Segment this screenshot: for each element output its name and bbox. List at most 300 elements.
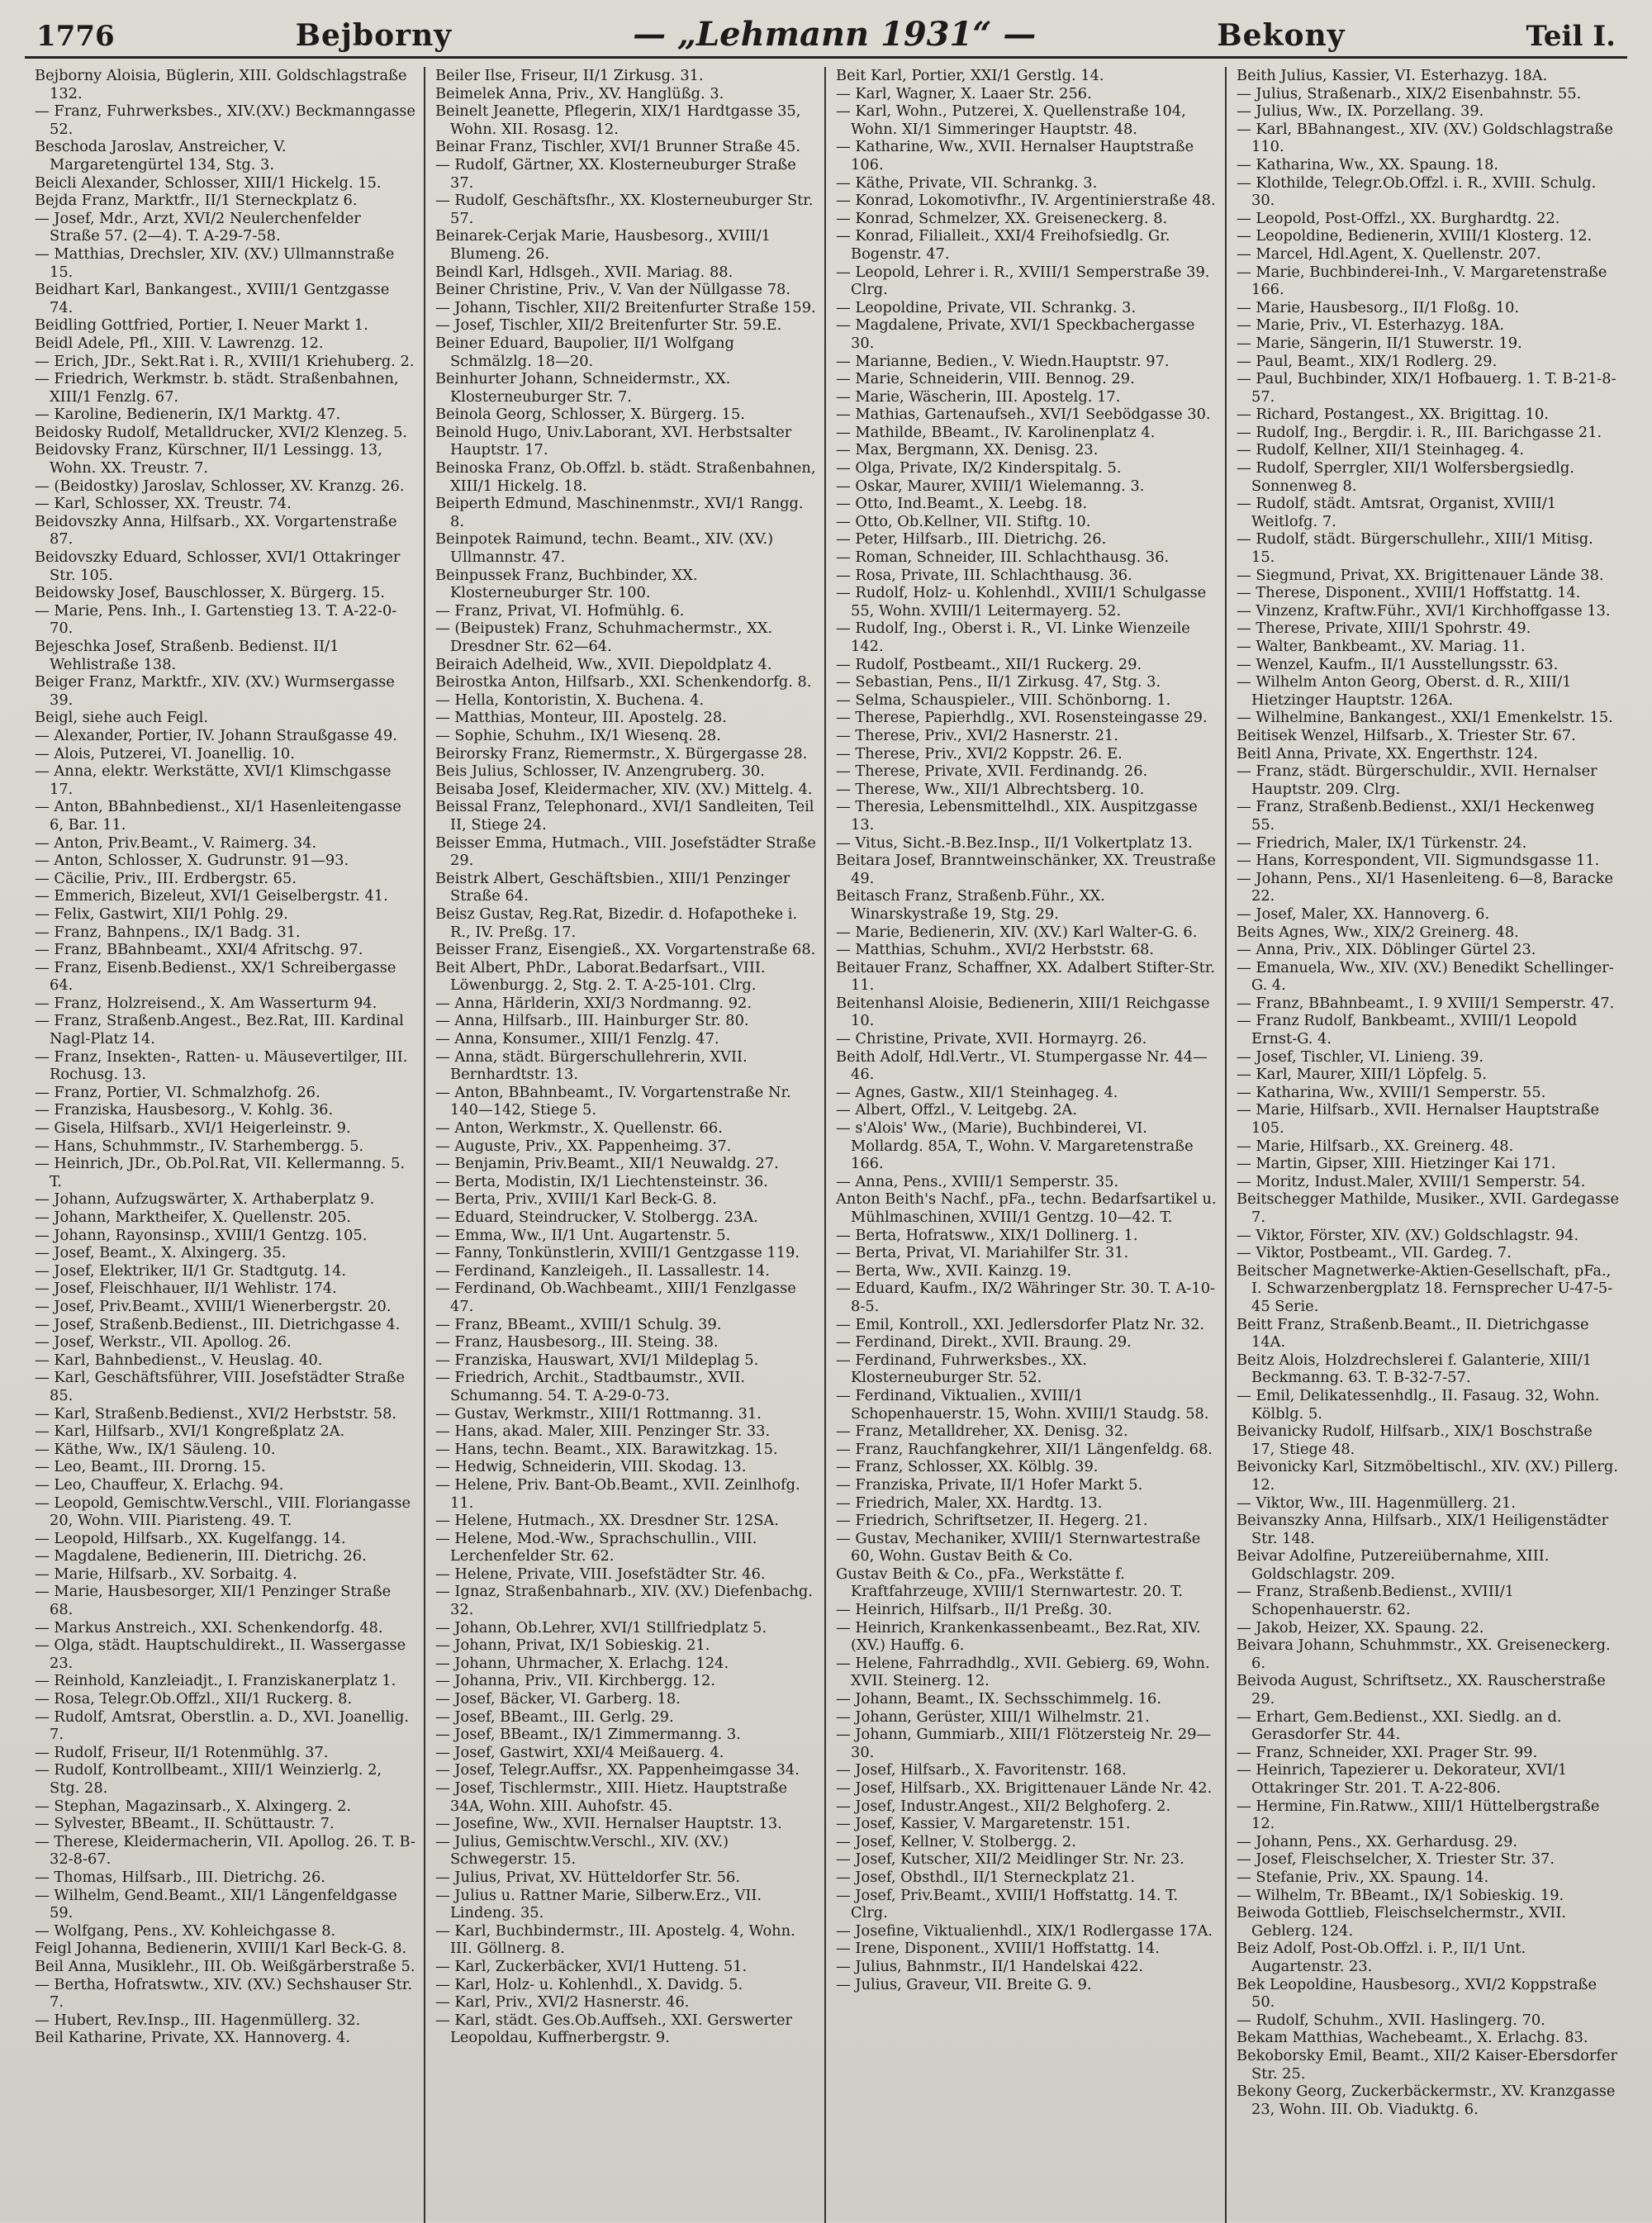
- directory-entry: — Marie, Schneiderin, VIII. Bennog. 29.: [836, 370, 1135, 388]
- directory-entry: Beidovszky Anna, Hilfsarb., XX. Vorgartenstraße 87.: [35, 512, 397, 549]
- directory-entry: — Johann, Pens., XI/1 Hasenleiteng. 6—8, Baracke 22.: [1237, 869, 1614, 905]
- directory-entry: — Leopold, Hilfsarb., XX. Kugelfangg. 14.: [35, 1529, 346, 1547]
- directory-entry: — Karl, Straßenb.Bedienst., XVI/2 Herbststr. 58.: [35, 1404, 397, 1423]
- directory-entry: — Heinrich, Tapezierer u. Dekorateur, XVI/1 Ottakringer Str. 201. T. A-22-806.: [1237, 1761, 1568, 1797]
- directory-entry: — Anna, Priv., XIX. Döblinger Gürtel 23.: [1237, 941, 1536, 959]
- column-3: [826, 67, 1227, 2223]
- directory-entry: — Rudolf, Postbeamt., XII/1 Ruckerg. 29.: [836, 655, 1142, 673]
- directory-title: — „Lehmann 1931“ —: [633, 15, 1037, 54]
- directory-entry: — Matthias, Drechsler, XIV. (XV.) Ullmannstraße 15.: [35, 245, 395, 281]
- directory-entry: — Benjamin, Priv.Beamt., XII/1 Neuwaldg. 27.: [435, 1155, 779, 1173]
- directory-entry: — Anton, Priv.Beamt., V. Raimerg. 34.: [35, 834, 317, 852]
- directory-entry: Beigl, siehe auch Feigl.: [35, 709, 209, 727]
- directory-entry: — Anton, Schlosser, X. Gudrunstr. 91—93.: [35, 852, 349, 870]
- directory-entry: — Ferdinand, Ob.Wachbeamt., XIII/1 Fenzlgasse 47.: [435, 1280, 796, 1315]
- directory-entry: Gustav Beith & Co., pFa., Werkstätte f. Kraftfahrzeuge, XVIII/1 Sternwartestr. 20. T.: [836, 1565, 1184, 1601]
- directory-entry: Beirostka Anton, Hilfsarb., XXI. Schenkendorfg. 8.: [435, 673, 812, 691]
- directory-entry: — Franz, Privat, VI. Hofmühlg. 6.: [435, 601, 685, 620]
- directory-entry: — Franz, Fuhrwerksbes., XIV.(XV.) Beckmanngasse 52.: [35, 102, 415, 138]
- directory-entry: Beitscher Magnetwerke-Aktien-Gesellschaft, pFa., I. Schwarzenbergplatz 18. Fernsprecher U-47-5-45 Serie.: [1237, 1261, 1613, 1315]
- directory-entry: — Wenzel, Kaufm., II/1 Ausstellungsstr. 63.: [1237, 655, 1559, 673]
- directory-entry: — Karl, Hilfsarb., XVI/1 Kongreßplatz 2A.: [35, 1423, 345, 1441]
- directory-entry: — Konrad, Filialleit., XXI/4 Freihofsiedlg. Gr. Bogenstr. 47.: [836, 227, 1170, 263]
- directory-entry: — Wilhelm, Gend.Beamt., XII/1 Längenfeldgasse 59.: [35, 1886, 397, 1922]
- directory-entry: — Rosa, Private, III. Schlachthausg. 36.: [836, 566, 1132, 584]
- directory-entry: Beitara Josef, Branntweinschänker, XX. Treustraße 49.: [836, 852, 1217, 887]
- directory-entry: — Rudolf, Kontrollbeamt., XIII/1 Weinzierlg. 2, Stg. 28.: [35, 1761, 382, 1797]
- directory-entry: — Viktor, Postbeamt., VII. Gardeg. 7.: [1237, 1244, 1512, 1262]
- directory-entry: — Franziska, Hausbesorg., V. Kohlg. 36.: [35, 1101, 334, 1119]
- directory-entry: Beisser Franz, Eisengieß., XX. Vorgartenstraße 68.: [435, 941, 816, 959]
- directory-entry: — Friedrich, Werkmstr. b. städt. Straßenbahnen, XIII/1 Fenzlg. 67.: [35, 370, 399, 406]
- directory-entry: — Siegmund, Privat, XX. Brigittenauer Lände 38.: [1237, 566, 1604, 584]
- directory-entry: — Julius, Straßenarb., XIX/2 Eisenbahnstr. 55.: [1237, 84, 1582, 102]
- directory-entry: — Emil, Kontroll., XXI. Jedlersdorfer Platz Nr. 32.: [836, 1315, 1205, 1333]
- directory-entry: Beissal Franz, Telephonard., XVI/1 Sandleiten, Teil II, Stiege 24.: [435, 798, 814, 834]
- directory-entry: — Johanna, Priv., VII. Kirchbergg. 12.: [435, 1672, 715, 1690]
- directory-entry: Bekam Matthias, Wachebeamt., X. Erlachg. 83.: [1237, 2029, 1588, 2047]
- directory-entry: — Friedrich, Maler, IX/1 Türkenstr. 24.: [1237, 834, 1527, 852]
- column-2: [425, 67, 826, 2223]
- directory-entry: — Rudolf, städt. Amtsrat, Organist, XVIII/1 Weitlofg. 7.: [1237, 495, 1557, 530]
- directory-entry: — Franz, Schneider, XXI. Prager Str. 99.: [1237, 1743, 1538, 1761]
- directory-entry: — Franz, Straßenb.Angest., Bez.Rat, III. Kardinal Nagl-Platz 14.: [35, 1012, 404, 1048]
- directory-entry: — Magdalene, Private, XVI/1 Speckbachergasse 30.: [836, 316, 1195, 352]
- directory-entry: — Josef, Mdr., Arzt, XVI/2 Neulerchenfelder Straße 57. (2—4). T. A-29-7-58.: [35, 209, 361, 245]
- directory-entry: Beistrk Albert, Geschäftsbien., XIII/1 Penzinger Straße 64.: [435, 869, 790, 905]
- directory-entry: — Anna, Hilfsarb., III. Hainburger Str. 80.: [435, 1012, 749, 1030]
- directory-entry: — Anna, elektr. Werkstätte, XVI/1 Klimschgasse 17.: [35, 762, 392, 798]
- directory-entry: — Marie, Buchbinderei-Inh., V. Margaretenstraße 166.: [1237, 263, 1607, 299]
- directory-entry: — Erhart, Gem.Bedienst., XXI. Siedlg. an d. Gerasdorfer Str. 44.: [1237, 1708, 1562, 1744]
- directory-entry: — Therese, Priv., XVI/2 Koppstr. 26. E.: [836, 744, 1123, 762]
- directory-entry: — Hans, akad. Maler, XIII. Penzinger Str. 33.: [435, 1423, 771, 1441]
- directory-entry: — Irene, Disponent., XVIII/1 Hoffstattg. 14.: [836, 1940, 1160, 1958]
- directory-entry: Bekony Georg, Zuckerbäckermstr., XV. Kranzgasse 23, Wohn. III. Ob. Viaduktg. 6.: [1237, 2083, 1616, 2118]
- page-number: 1776: [36, 20, 115, 53]
- directory-entry: — Franz, BBahnbeamt., XXI/4 Afritschg. 97.: [35, 941, 363, 959]
- directory-entry: — Marie, Hilfsarb., XX. Greinerg. 48.: [1237, 1137, 1514, 1155]
- directory-entry: — Helene, Fahrradhdlg., XVII. Gebierg. 69, Wohn. XVII. Steinerg. 12.: [836, 1654, 1210, 1690]
- directory-entry: — Albert, Offzl., V. Leitgebg. 2A.: [836, 1101, 1078, 1119]
- directory-entry: Bejda Franz, Marktfr., II/1 Sterneckplatz 6.: [35, 192, 358, 210]
- directory-entry: — Johann, Aufzugswärter, X. Arthaberplatz 9.: [35, 1190, 375, 1209]
- directory-entry: — Therese, Private, XVII. Ferdinandg. 26.: [836, 762, 1148, 781]
- directory-entry: — Vitus, Sicht.-B.Bez.Insp., II/1 Volkertplatz 13.: [836, 834, 1193, 852]
- directory-entry: — Karl, Schlosser, XX. Treustr. 74.: [35, 495, 292, 513]
- directory-entry: Beimelek Anna, Priv., XV. Hanglüßg. 3.: [435, 84, 724, 102]
- directory-entry: — Johann, Pens., XX. Gerhardusg. 29.: [1237, 1832, 1518, 1850]
- directory-entry: Beidovsky Franz, Kürschner, II/1 Lessingg. 13, Wohn. XX. Treustr. 7.: [35, 441, 382, 477]
- directory-entry: Beinpussek Franz, Buchbinder, XX. Klosterneuburger Str. 100.: [435, 566, 698, 602]
- directory-entry: — Wilhelm Anton Georg, Oberst. d. R., XIII/1 Hietzinger Hauptstr. 126A.: [1237, 673, 1572, 709]
- directory-entry: — Berta, Priv., XVIII/1 Karl Beck-G. 8.: [435, 1190, 717, 1209]
- directory-entry: Beis Julius, Schlosser, IV. Anzengruberg. 30.: [435, 762, 765, 781]
- directory-entry: — Rudolf, Schuhm., XVII. Haslingerg. 70.: [1237, 2011, 1545, 2029]
- directory-entry: — Josef, Maler, XX. Hannoverg. 6.: [1237, 905, 1490, 923]
- directory-entry: — Julius, Gemischtw.Verschl., XIV. (XV.) Schwegerstr. 15.: [435, 1832, 729, 1869]
- directory-entry: — Erich, JDr., Sekt.Rat i. R., XVIII/1 Kriehuberg. 2.: [35, 352, 415, 370]
- directory-entry: — Ferdinand, Fuhrwerksbes., XX. Klosterneuburger Str. 52.: [836, 1351, 1087, 1387]
- directory-entry: Beiperth Edmund, Maschinenmstr., XVI/1 Rangg. 8.: [435, 495, 804, 530]
- directory-entry: — Stefanie, Priv., XX. Spaung. 14.: [1237, 1868, 1489, 1886]
- directory-entry: — Josef, Kellner, V. Stolbergg. 2.: [836, 1832, 1076, 1850]
- directory-entry: — Josef, Priv.Beamt., XVIII/1 Hoffstattg. 14. T. Clrg.: [836, 1886, 1179, 1922]
- directory-entry: — Rudolf, Friseur, II/1 Rotenmühlg. 37.: [35, 1743, 329, 1761]
- directory-entry: — Franz, Straßenb.Bedienst., XVIII/1 Schopenhauerstr. 62.: [1237, 1583, 1515, 1619]
- directory-entry: — Katharina, Ww., XVIII/1 Semperstr. 55.: [1237, 1083, 1546, 1101]
- directory-entry: — Hans, techn. Beamt., XIX. Barawitzkag. 15.: [435, 1440, 778, 1458]
- directory-entry: — Rudolf, Ing., Oberst i. R., VI. Linke Wienzeile 142.: [836, 620, 1190, 655]
- directory-entry: — Josef, Bäcker, VI. Garberg. 18.: [435, 1690, 681, 1708]
- directory-entry: — Rudolf, städt. Bürgerschullehr., XIII/1 Mitisg. 15.: [1237, 530, 1593, 567]
- directory-entry: — Therese, Kleidermacherin, VII. Apollog. 26. T. B-32-8-67.: [35, 1832, 415, 1869]
- directory-entry: — Karl, Wagner, X. Laaer Str. 256.: [836, 84, 1092, 102]
- directory-entry: — Leopold, Post-Offzl., XX. Burghardtg. 22.: [1237, 209, 1560, 227]
- directory-entry: Beiz Adolf, Post-Ob.Offzl. i. P., II/1 Unt. Augartenstr. 23.: [1237, 1940, 1526, 1975]
- directory-entry: — Franz, BBeamt., XVIII/1 Schulg. 39.: [435, 1315, 722, 1333]
- directory-entry: Beil Anna, Musiklehr., III. Ob. Weißgärberstraße 5.: [35, 1957, 415, 1975]
- directory-entry: — Marie, Hilfsarb., XV. Sorbaitg. 4.: [35, 1565, 297, 1583]
- directory-entry: — Wolfgang, Pens., XV. Kohleichgasse 8.: [35, 1921, 336, 1940]
- directory-entry: — Stephan, Magazinsarb., X. Alxingerg. 2.: [35, 1797, 352, 1815]
- directory-entry: — Franz, Schlosser, XX. Kölblg. 39.: [836, 1458, 1099, 1476]
- directory-entry: — Walter, Bankbeamt., XV. Mariag. 11.: [1237, 638, 1526, 655]
- directory-entry: — Karl, Geschäftsführer, VIII. Josefstädter Straße 85.: [35, 1369, 406, 1404]
- directory-entry: Beicli Alexander, Schlosser, XIII/1 Hickelg. 15.: [35, 173, 382, 192]
- directory-entry: — Josef, Gastwirt, XXI/4 Meißauerg. 4.: [435, 1743, 724, 1761]
- directory-entry: — Richard, Postangest., XX. Brigittag. 10.: [1237, 406, 1549, 424]
- directory-entry: — Olga, Private, IX/2 Kinderspitalg. 5.: [836, 459, 1122, 477]
- directory-entry: Beitauer Franz, Schaffner, XX. Adalbert Stifter-Str. 11.: [836, 958, 1215, 995]
- directory-entry: — Felix, Gastwirt, XII/1 Pohlg. 29.: [35, 905, 288, 923]
- directory-entry: — Marie, Sängerin, II/1 Stuwerstr. 19.: [1237, 334, 1522, 352]
- directory-entry: — Marie, Hilfsarb., XVII. Hernalser Hauptstraße 105.: [1237, 1101, 1600, 1138]
- directory-entry: Beit Albert, PhDr., Laborat.Bedarfsart., VIII. Löwenburgg. 2, Stg. 2. T. A-25-101. Clrg.: [435, 958, 766, 995]
- directory-entry: — Julius, Ww., IX. Porzellang. 39.: [1237, 102, 1484, 121]
- directory-entry: — Marcel, Hdl.Agent, X. Quellenstr. 207.: [1237, 245, 1541, 263]
- directory-entry: Beidosky Rudolf, Metalldrucker, XVI/2 Klenzeg. 5.: [35, 423, 408, 441]
- directory-entry: — Karoline, Bedienerin, IX/1 Marktg. 47.: [35, 406, 341, 424]
- directory-entry: — Eduard, Steindrucker, V. Stolbergg. 23A.: [435, 1209, 758, 1226]
- directory-entry: — Moritz, Indust.Maler, XVIII/1 Semperstr. 54.: [1237, 1172, 1586, 1190]
- directory-entry: Beinar Franz, Tischler, XVI/1 Brunner Straße 45.: [435, 138, 801, 156]
- directory-entry: — Ferdinand, Kanzleigeh., II. Lassallestr. 14.: [435, 1261, 770, 1280]
- directory-entry: — Hans, Korrespondent, VII. Sigmundsgasse 11.: [1237, 852, 1600, 870]
- directory-entry: — Johann, Marktheifer, X. Quellenstr. 205.: [35, 1209, 351, 1226]
- directory-entry: — Christine, Private, XVII. Hormayrg. 26.: [836, 1030, 1147, 1048]
- directory-entry: Beiger Franz, Marktfr., XIV. (XV.) Wurmsergasse 39.: [35, 673, 395, 709]
- directory-entry: Beith Julius, Kassier, VI. Esterhazyg. 18A.: [1237, 67, 1548, 84]
- directory-entry: Beinhurter Johann, Schneidermstr., XX. Klosterneuburger Str. 7.: [435, 370, 731, 406]
- directory-entry: Beivar Adolfine, Putzereiübernahme, XIII. Goldschlagstr. 209.: [1237, 1547, 1550, 1583]
- directory-entry: — Helene, Priv. Bant-Ob.Beamt., XVII. Zeinlhofg. 11.: [435, 1475, 800, 1512]
- directory-entry: — Hermine, Fin.Ratww., XIII/1 Hüttelbergstraße 12.: [1237, 1797, 1600, 1833]
- directory-entry: — Heinrich, JDr., Ob.Pol.Rat, VII. Kellermanng. 5. T.: [35, 1155, 406, 1190]
- directory-entry: — Theresia, Lebensmittelhdl., XIX. Auspitzgasse 13.: [836, 798, 1198, 834]
- directory-entry: — Therese, Disponent., XVIII/1 Hoffstattg. 14.: [1237, 584, 1581, 602]
- directory-entry: — Marie, Priv., VI. Esterhazyg. 18A.: [1237, 316, 1505, 335]
- directory-entry: Beiraich Adelheid, Ww., XVII. Diepoldplatz 4.: [435, 655, 772, 673]
- directory-entry: Beitz Alois, Holzdrechslerei f. Galanterie, XIII/1 Beckmanng. 63. T. B-32-7-57.: [1237, 1351, 1593, 1387]
- directory-entry: — Eduard, Kaufm., IX/2 Währinger Str. 30. T. A-10-8-5.: [836, 1280, 1216, 1315]
- directory-entry: — Peter, Hilfsarb., III. Dietrichg. 26.: [836, 530, 1107, 549]
- directory-entry: — Marianne, Bedien., V. Wiedn.Hauptstr. 97.: [836, 352, 1170, 370]
- directory-entry: Beisaba Josef, Kleidermacher, XIV. (XV.) Mittelg. 4.: [435, 780, 813, 798]
- directory-entry: — Rudolf, Holz- u. Kohlenhdl., XVIII/1 Schulgasse 55, Wohn. XVIII/1 Leitermayerg. 52.: [836, 584, 1207, 620]
- directory-entry: Beiwoda Gottlieb, Fleischselchermstr., XVII. Geblerg. 124.: [1237, 1904, 1566, 1940]
- part-label: Teil I.: [1526, 20, 1616, 53]
- directory-entry: — Rudolf, Geschäftsfhr., XX. Klosterneuburger Str. 57.: [435, 192, 814, 227]
- page-header: [25, 15, 1627, 59]
- directory-entry: Feigl Johanna, Bedienerin, XVIII/1 Karl Beck-G. 8.: [35, 1940, 407, 1958]
- directory-entry: — Thomas, Hilfsarb., III. Dietrichg. 26.: [35, 1868, 325, 1886]
- column-4: [1227, 67, 1627, 2223]
- directory-entry: — Hans, Schuhmmstr., IV. Starhembergg. 5.: [35, 1137, 364, 1155]
- directory-entry: — Rosa, Telegr.Ob.Offzl., XII/1 Ruckerg. 8.: [35, 1690, 353, 1708]
- directory-entry: — Josef, Obsthdl., II/1 Sterneckplatz 21.: [836, 1868, 1136, 1886]
- directory-entry: — Friedrich, Archit., Stadtbaumstr., XVII. Schumanng. 54. T. A-29-0-73.: [435, 1369, 746, 1404]
- directory-entry: — Sophie, Schuhm., IX/1 Wiesenq. 28.: [435, 726, 721, 744]
- directory-entry: — Paul, Buchbinder, XIX/1 Hofbauerg. 1. T. B-21-8-57.: [1237, 370, 1616, 406]
- directory-entry: Beidl Adele, Pfl., XIII. V. Lawrenzg. 12.: [35, 334, 324, 352]
- directory-entry: — Matthias, Monteur, III. Apostelg. 28.: [435, 709, 727, 727]
- directory-entry: Beiler Ilse, Friseur, II/1 Zirkusg. 31.: [435, 67, 704, 84]
- directory-entry: Beinoska Franz, Ob.Offzl. b. städt. Straßenbahnen, XIII/1 Hickelg. 18.: [435, 459, 816, 495]
- directory-entry: — Franziska, Hauswart, XVI/1 Mildeplag 5.: [435, 1351, 759, 1369]
- directory-entry: — Auguste, Priv., XX. Pappenheimg. 37.: [435, 1137, 732, 1155]
- directory-entry: — Johann, Gerüster, XIII/1 Wilhelmstr. 21.: [836, 1708, 1150, 1726]
- directory-entry: — Fanny, Tonkünstlerin, XVIII/1 Gentzgasse 119.: [435, 1244, 800, 1262]
- directory-entry: — Therese, Priv., XVI/2 Hasnerstr. 21.: [836, 726, 1118, 744]
- directory-entry: Beivonicky Karl, Sitzmöbeltischl., XIV. (XV.) Pillerg. 12.: [1237, 1458, 1618, 1494]
- directory-entry: Beivara Johann, Schuhmmstr., XX. Greiseneckerg. 6.: [1237, 1636, 1611, 1672]
- directory-entry: — Leo, Chauffeur, X. Erlachg. 94.: [35, 1475, 284, 1494]
- directory-entry: — Viktor, Förster, XIV. (XV.) Goldschlagstr. 94.: [1237, 1226, 1579, 1244]
- directory-entry: — Johann, Beamt., IX. Sechsschimmelg. 16.: [836, 1690, 1162, 1708]
- directory-entry: — Roman, Schneider, III. Schlachthausg. 36.: [836, 549, 1170, 567]
- directory-entry: — Helene, Hutmach., XX. Dresdner Str. 12SA.: [435, 1512, 779, 1530]
- directory-entry: — Josef, Elektriker, II/1 Gr. Stadtgutg. 14.: [35, 1261, 347, 1280]
- directory-entry: Beitschegger Mathilde, Musiker., XVII. Gardegasse 7.: [1237, 1190, 1619, 1226]
- directory-entry: — Käthe, Ww., IX/1 Säuleng. 10.: [35, 1440, 276, 1458]
- directory-entry: — Josef, BBeamt., IX/1 Zimmermanng. 3.: [435, 1726, 741, 1744]
- directory-entry: — Rudolf, Sperrgler, XII/1 Wolfersbergsiedlg. Sonnenweg 8.: [1237, 459, 1574, 495]
- directory-entry: — Josef, Fleischhauer, II/1 Wehlistr. 174.: [35, 1280, 337, 1298]
- directory-entry: — Karl, Bahnbedienst., V. Heuslag. 40.: [35, 1351, 323, 1369]
- directory-entry: — Johann, Gummiarb., XIII/1 Flötzersteig Nr. 29—30.: [836, 1726, 1212, 1761]
- directory-entry: — Franz, Hausbesorg., III. Steing. 38.: [435, 1333, 719, 1351]
- directory-entry: Beidhart Karl, Bankangest., XVIII/1 Gentzgasse 74.: [35, 281, 390, 316]
- directory-entry: — Leopoldine, Bedienerin, XVIII/1 Klosterg. 12.: [1237, 227, 1593, 245]
- directory-entry: — Therese, Papierhdlg., XVI. Rosensteingasse 29.: [836, 709, 1208, 727]
- directory-entry: — Karl, Buchbindermstr., III. Apostelg. 4, Wohn. III. Göllnerg. 8.: [435, 1921, 795, 1958]
- directory-entry: — Franz Rudolf, Bankbeamt., XVIII/1 Leopold Ernst-G. 4.: [1237, 1012, 1578, 1048]
- directory-entry: — Franz, Insekten-, Ratten- u. Mäusevertilger, III. Rochusg. 13.: [35, 1047, 408, 1084]
- directory-entry: — Karl, BBahnangest., XIV. (XV.) Goldschlagstraße 110.: [1237, 120, 1613, 156]
- directory-entry: Beitasch Franz, Straßenb.Führ., XX. Winarskystraße 19, Stg. 29.: [836, 887, 1105, 923]
- directory-entry: — Selma, Schauspieler., VIII. Schönborng. 1.: [836, 691, 1171, 709]
- directory-entry: — Max, Bergmann, XX. Denisg. 23.: [836, 441, 1099, 459]
- directory-entry: — Johann, Ob.Lehrer, XVI/1 Stillfriedplatz 5.: [435, 1618, 767, 1636]
- directory-entry: — Anna, Konsumer., XIII/1 Fenzlg. 47.: [435, 1030, 719, 1048]
- directory-entry: — Josef, Telegr.Auffsr., XX. Pappenheimgasse 34.: [435, 1761, 800, 1779]
- directory-entry: — Rudolf, Kellner, XII/1 Steinhageg. 4.: [1237, 441, 1525, 459]
- directory-entry: Beith Adolf, Hdl.Vertr., VI. Stumpergasse Nr. 44—46.: [836, 1047, 1208, 1084]
- directory-entry: — Anna, Härlderin, XXI/3 Nordmanng. 92.: [435, 994, 752, 1012]
- directory-entry: — Franziska, Private, II/1 Hofer Markt 5.: [836, 1475, 1143, 1494]
- directory-entry: Beivanicky Rudolf, Hilfsarb., XIX/1 Boschstraße 17, Stiege 48.: [1237, 1423, 1593, 1458]
- directory-entry: Beitl Anna, Private, XX. Engerthstr. 124.: [1237, 744, 1538, 762]
- directory-entry: — Karl, Zuckerbäcker, XVI/1 Hutteng. 51.: [435, 1957, 748, 1975]
- directory-entry: — Franz, Holzreisend., X. Am Wasserturm 94.: [35, 994, 377, 1012]
- directory-entry: — Josef, Kutscher, XII/2 Meidlinger Str. Nr. 23.: [836, 1850, 1184, 1869]
- directory-entry: — Josef, Straßenb.Bedienst., III. Dietrichgasse 4.: [35, 1315, 401, 1333]
- directory-entry: — Johann, Rayonsinsp., XVIII/1 Gentzg. 105.: [35, 1226, 368, 1244]
- directory-entry: — Emma, Ww., II/1 Unt. Augartenstr. 5.: [435, 1226, 731, 1244]
- directory-entry: — Hubert, Rev.Insp., III. Hagenmüllerg. 32.: [35, 2011, 361, 2029]
- directory-entry: — Mathilde, BBeamt., IV. Karolinenplatz 4.: [836, 423, 1156, 441]
- directory-entry: — Heinrich, Hilfsarb., II/1 Preßg. 30.: [836, 1601, 1113, 1619]
- directory-entry: — Berta, Modistin, IX/1 Liechtensteinstr. 36.: [435, 1172, 768, 1190]
- directory-entry: Beinarek-Cerjak Marie, Hausbesorg., XVIII/1 Blumeng. 26.: [435, 227, 771, 263]
- directory-entry: — Therese, Private, XIII/1 Spohrstr. 49.: [1237, 620, 1531, 638]
- directory-entry: — Rudolf, Amtsrat, Oberstlin. a. D., XVI. Joanellig. 7.: [35, 1708, 410, 1744]
- directory-entry: — Franz, Bahnpens., IX/1 Badg. 31.: [35, 923, 301, 941]
- directory-entry: — Mathias, Gartenaufseh., XVI/1 Seebödgasse 30.: [836, 406, 1211, 424]
- directory-entry: Beidovszky Eduard, Schlosser, XVI/1 Ottakringer Str. 105.: [35, 549, 401, 584]
- directory-entry: Beschoda Jaroslav, Anstreicher, V. Margaretengürtel 134, Stg. 3.: [35, 138, 287, 173]
- directory-entry: — Karl, Holz- u. Kohlenhdl., X. Davidg. 5.: [435, 1975, 743, 1993]
- directory-entry: — Wilhelm, Tr. BBeamt., IX/1 Sobieskig. 19.: [1237, 1886, 1564, 1904]
- directory-entry: — Leopold, Lehrer i. R., XVIII/1 Semperstraße 39. Clrg.: [836, 263, 1210, 299]
- directory-entry: — Julius, Bahnmstr., II/1 Handelskai 422.: [836, 1957, 1144, 1975]
- directory-entry: — Viktor, Ww., III. Hagenmüllerg. 21.: [1237, 1494, 1516, 1512]
- directory-entry: — Josef, Industr.Angest., XII/2 Belghoferg. 2.: [836, 1797, 1171, 1815]
- directory-entry: Bejborny Aloisia, Büglerin, XIII. Goldschlagstraße 132.: [35, 67, 407, 102]
- directory-entry: — Leopoldine, Private, VII. Schrankg. 3.: [836, 298, 1137, 316]
- directory-entry: — Katharine, Ww., XVII. Hernalser Hauptstraße 106.: [836, 138, 1194, 173]
- directory-entry: — Josef, Hilfsarb., X. Favoritenstr. 168.: [836, 1761, 1127, 1779]
- directory-entry: — s'Alois' Ww., (Marie), Buchbinderei, VI. Mollardg. 85A, T., Wohn. V. Margaretenstraße 166.: [836, 1119, 1194, 1173]
- directory-entry: — Josef, Hilfsarb., XX. Brigittenauer Lände Nr. 42.: [836, 1779, 1213, 1797]
- directory-entry: — Marie, Hausbesorger, XII/1 Penzinger Straße 68.: [35, 1583, 392, 1619]
- directory-entry: — Katharina, Ww., XX. Spaung. 18.: [1237, 155, 1499, 173]
- directory-entry: — Heinrich, Krankenkassenbeamt., Bez.Rat, XIV. (XV.) Hauffg. 6.: [836, 1618, 1201, 1655]
- column-1: [25, 67, 425, 2223]
- directory-entry: — Ferdinand, Viktualien., XVIII/1 Schopenhauerstr. 15, Wohn. XVIII/1 Staudg. 58.: [836, 1386, 1209, 1423]
- directory-entry: Beivoda August, Schriftsetz., XX. Rauscherstraße 29.: [1237, 1672, 1606, 1708]
- directory-entry: — Markus Anstreich., XXI. Schenkendorfg. 48.: [35, 1618, 383, 1636]
- directory-entry: — Martin, Gipser, XIII. Hietzinger Kai 171.: [1237, 1155, 1556, 1173]
- directory-entry: Beit Karl, Portier, XXI/1 Gerstlg. 14.: [836, 67, 1104, 84]
- directory-entry: — Rudolf, Ing., Bergdir. i. R., III. Barichgasse 21.: [1237, 423, 1602, 441]
- directory-entry: — Berta, Hofratsww., XIX/1 Dollinerg. 1.: [836, 1226, 1138, 1244]
- directory-entry: — Franz, Metalldreher, XX. Denisg. 32.: [836, 1423, 1128, 1441]
- directory-entry: — Franz, Eisenb.Bedienst., XX/1 Schreibergasse 64.: [35, 958, 396, 995]
- directory-entry: — Hella, Kontoristin, X. Buchena. 4.: [435, 691, 705, 709]
- directory-entry: — Vinzenz, Kraftw.Führ., XVI/1 Kirchhoffgasse 13.: [1237, 601, 1611, 620]
- directory-entry: — Emanuela, Ww., XIV. (XV.) Benedikt Schellinger-G. 4.: [1237, 958, 1614, 995]
- directory-entry: Beiner Christine, Priv., V. Van der Nüllgasse 78.: [435, 281, 791, 299]
- directory-entry: Beidowsky Josef, Bauschlosser, X. Bürgerg. 15.: [35, 584, 385, 602]
- directory-entry: — Karl, Maurer, XIII/1 Löpfelg. 5.: [1237, 1066, 1487, 1084]
- directory-entry: — Johann, Privat, IX/1 Sobieskig. 21.: [435, 1636, 710, 1655]
- directory-entry: — Hedwig, Schneiderin, VIII. Skodag. 13.: [435, 1458, 747, 1476]
- directory-entry: — (Beipustek) Franz, Schuhmachermstr., XX. Dresdner Str. 62—64.: [435, 620, 773, 655]
- directory-entry: — Käthe, Private, VII. Schrankg. 3.: [836, 173, 1098, 192]
- directory-entry: — Oskar, Maurer, XVIII/1 Wielemanng. 3.: [836, 477, 1145, 495]
- directory-entry: — Karl, städt. Ges.Ob.Auffseh., XXI. Gerswerter Leopoldau, Kuffnerbergstr. 9.: [435, 2011, 793, 2047]
- directory-entry: — Anton, Werkmstr., X. Quellenstr. 66.: [435, 1119, 723, 1138]
- directory-entry: — Josef, BBeamt., III. Gerlg. 29.: [435, 1708, 674, 1726]
- directory-entry: — Reinhold, Kanzleiadjt., I. Franziskanerplatz 1.: [35, 1672, 396, 1690]
- directory-entry: — Josef, Kassier, V. Margaretenstr. 151.: [836, 1815, 1131, 1833]
- directory-entry: — Emmerich, Bizeleut, XVI/1 Geiselbergstr. 41.: [35, 887, 388, 905]
- directory-entry: — Helene, Mod.-Ww., Sprachschullin., VIII. Lerchenfelder Str. 62.: [435, 1529, 757, 1565]
- directory-entry: — Karl, Priv., XVI/2 Hasnerstr. 46.: [435, 1993, 690, 2012]
- directory-entry: Beitenhansl Aloisie, Bedienerin, XIII/1 Reichgasse 10.: [836, 994, 1210, 1030]
- directory-entry: — Josef, Tischler, VI. Linieng. 39.: [1237, 1047, 1484, 1066]
- directory-entry: — Johann, Uhrmacher, X. Erlachg. 124.: [435, 1654, 729, 1672]
- directory-entry: — Franz, Straßenb.Bedienst., XXI/1 Heckenweg 55.: [1237, 798, 1595, 834]
- directory-entry: — Matthias, Schuhm., XVI/2 Herbststr. 68.: [836, 941, 1155, 959]
- directory-entry: — Ignaz, Straßenbahnarb., XIV. (XV.) Diefenbachg. 32.: [435, 1583, 813, 1619]
- directory-entry: — Marie, Bedienerin, XIV. (XV.) Karl Walter-G. 6.: [836, 923, 1198, 941]
- directory-entry: — Bertha, Hofratswtw., XIV. (XV.) Sechshauser Str. 7.: [35, 1975, 412, 2012]
- directory-entry: — Franz, BBahnbeamt., I. 9 XVIII/1 Semperstr. 47.: [1237, 994, 1615, 1012]
- directory-entry: — Alexander, Portier, IV. Johann Straußgasse 49.: [35, 726, 397, 744]
- directory-entry: — Marie, Pens. Inh., I. Gartenstieg 13. T. A-22-0-70.: [35, 601, 397, 638]
- directory-entry: — Paul, Beamt., XIX/1 Rodlerg. 29.: [1237, 352, 1498, 370]
- directory-entry: — Anton, BBahnbedienst., XI/1 Hasenleitengasse 6, Bar. 11.: [35, 798, 401, 834]
- directory-entry: — Anna, Pens., XVIII/1 Semperstr. 35.: [836, 1172, 1119, 1190]
- right-running-head: Bekony: [1217, 18, 1346, 53]
- directory-entry: — Gustav, Werkmstr., XIII/1 Rottmanng. 31.: [435, 1404, 762, 1423]
- directory-entry: Beindl Karl, Hdlsgeh., XVII. Mariag. 88.: [435, 263, 733, 281]
- directory-entry: — Konrad, Schmelzer, XX. Greiseneckerg. 8.: [836, 209, 1168, 227]
- directory-entry: — Leopold, Gemischtw.Verschl., VIII. Floriangasse 20, Wohn. VIII. Piaristeng. 49. T.: [35, 1494, 411, 1530]
- directory-entry: — Franz, städt. Bürgerschuldir., XVII. Hernalser Hauptstr. 209. Clrg.: [1237, 762, 1597, 798]
- directory-entry: — Josef, Fleischselcher, X. Triester Str. 37.: [1237, 1850, 1555, 1869]
- directory-entry: — Otto, Ob.Kellner, VII. Stiftg. 10.: [836, 512, 1091, 530]
- directory-entry: Beits Agnes, Ww., XIX/2 Greinerg. 48.: [1237, 923, 1519, 941]
- directory-entry: Bek Leopoldine, Hausbesorg., XVI/2 Koppstraße 50.: [1237, 1975, 1597, 2012]
- directory-entry: — Josef, Tischler, XII/2 Breitenfurter Str. 59.E.: [435, 316, 782, 335]
- directory-entry: Bekoborsky Emil, Beamt., XII/2 Kaiser-Ebersdorfer Str. 25.: [1237, 2046, 1618, 2083]
- entry-columns: [25, 67, 1627, 2223]
- directory-entry: — Rudolf, Gärtner, XX. Klosterneuburger Straße 37.: [435, 155, 796, 192]
- directory-entry: — (Beidostky) Jaroslav, Schlosser, XV. Kranzg. 26.: [35, 477, 405, 495]
- directory-entry: Bejeschka Josef, Straßenb. Bedienst. II/1 Wehlistraße 138.: [35, 638, 339, 673]
- directory-entry: Beil Katharine, Private, XX. Hannoverg. 4.: [35, 2029, 350, 2047]
- directory-entry: — Anton, BBahnbeamt., IV. Vorgartenstraße Nr. 140—142, Stiege 5.: [435, 1083, 791, 1119]
- directory-entry: — Josefine, Viktualienhdl., XIX/1 Rodlergasse 17A.: [836, 1921, 1213, 1940]
- directory-entry: — Agnes, Gastw., XII/1 Steinhageg. 4.: [836, 1083, 1118, 1101]
- directory-entry: — Gisela, Hilfsarb., XVI/1 Heigerleinstr. 9.: [35, 1119, 351, 1138]
- directory-entry: — Anna, städt. Bürgerschullehrerin, XVII. Bernhardtstr. 13.: [435, 1047, 748, 1084]
- directory-entry: — Alois, Putzerei, VI. Joanellig. 10.: [35, 744, 295, 762]
- directory-entry: — Klothilde, Telegr.Ob.Offzl. i. R., XVIII. Schulg. 30.: [1237, 173, 1597, 210]
- directory-entry: — Josef, Werkstr., VII. Apollog. 26.: [35, 1333, 292, 1351]
- left-running-head: Bejborny: [295, 18, 453, 53]
- directory-entry: — Sebastian, Pens., II/1 Zirkusg. 47, Stg. 3.: [836, 673, 1161, 691]
- directory-entry: — Johann, Tischler, XII/2 Breitenfurter Straße 159.: [435, 298, 816, 316]
- directory-entry: — Friedrich, Maler, XX. Hardtg. 13.: [836, 1494, 1103, 1512]
- directory-entry: Beinelt Jeanette, Pflegerin, XIX/1 Hardtgasse 35, Wohn. XII. Rosasg. 12.: [435, 102, 801, 138]
- directory-entry: — Olga, städt. Hauptschuldirekt., II. Wassergasse 23.: [35, 1636, 406, 1672]
- directory-entry: Beiner Eduard, Baupolier, II/1 Wolfgang Schmälzlg. 18—20.: [435, 334, 734, 370]
